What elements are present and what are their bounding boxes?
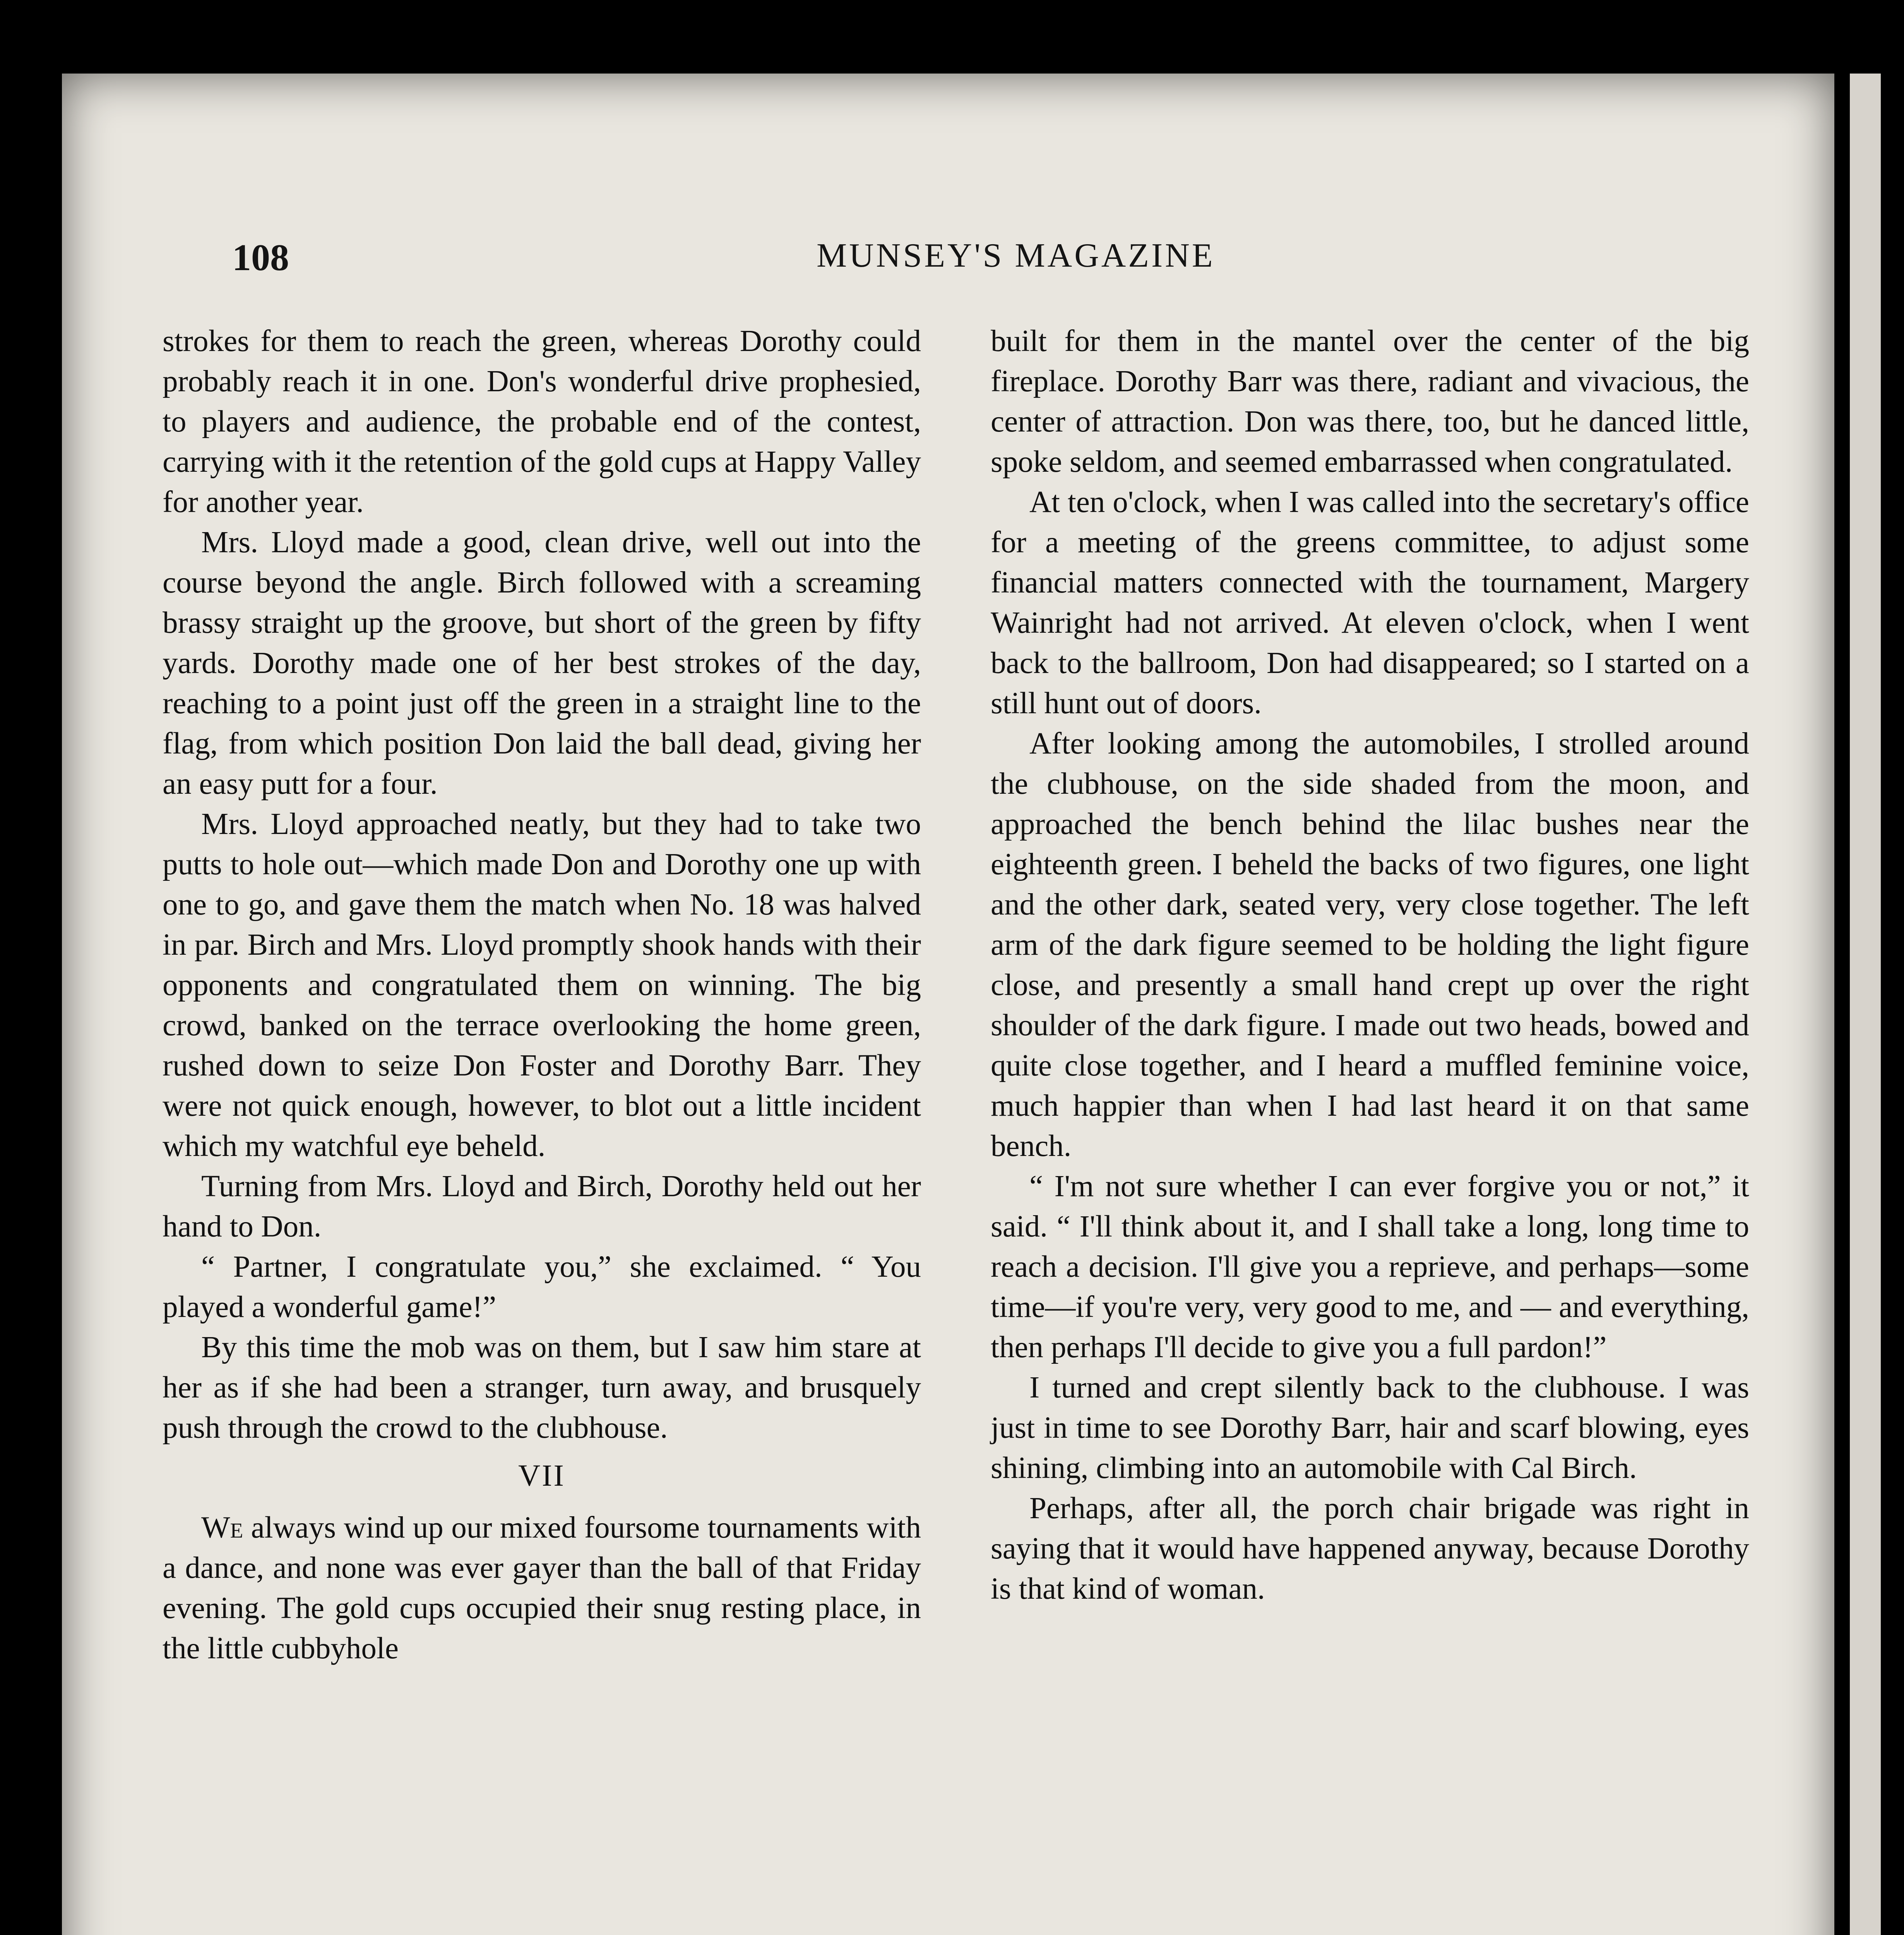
paragraph: “ Partner, I congratulate you,” she exclaimed. “ You played a wonderful game!” [163, 1250, 921, 1324]
paragraph: Perhaps, after all, the porch chair brigade was right in saying that it would have happened anyway, because Dorothy is that kind of woman. [991, 1491, 1749, 1606]
paragraph: Turning from Mrs. Lloyd and Birch, Dorothy held out her hand to Don. [163, 1170, 921, 1243]
right-column [991, 321, 1749, 1609]
paragraph: Mrs. Lloyd made a good, clean drive, well out into the course beyond the angle. Birch followed with a screaming brassy straight up the groove, but short of the green by fifty yards. Dorothy made one of her best strokes of the day, reaching to a point just off the green in a straight line to the flag, from which position Don laid the ball dead, giving her an easy putt for a four. [163, 526, 921, 801]
section-heading: VII [518, 1459, 565, 1493]
lead-word: We [201, 1511, 243, 1545]
paragraph: At ten o'clock, when I was called into the secretary's office for a meeting of the greens committee, to adjust some financial matters connected with the tournament, Margery Wainright had not arrived. At eleven o'clock, when I went back to the ballroom, Don had disappeared; so I started on a still hunt out of doors. [991, 485, 1749, 720]
left-column [163, 321, 921, 1669]
paragraph: “ I'm not sure whether I can ever forgive you or not,” it said. “ I'll think about it, and I shall take a long, long time to reach a decision. I'll give you a reprieve, and perhaps—some time—if you're very, very good to me, and — and everything, then perhaps I'll decide to give you a full pardon!” [991, 1170, 1749, 1364]
adjacent-page-edge [1850, 74, 1881, 1935]
running-title: MUNSEY'S MAGAZINE [817, 237, 1215, 274]
paragraph: strokes for them to reach the green, whereas Dorothy could probably reach it in one. Don's wonderful drive prophesied, to players and audience, the probable end of the contest, carrying with it the retention of the gold cups at Happy Valley for another year. [163, 324, 921, 519]
paragraph: Mrs. Lloyd approached neatly, but they had to take two putts to hole out—which made Don and Dorothy one up with one to go, and gave them the match when No. 18 was halved in par. Birch and Mrs. Lloyd promptly shook hands with their opponents and congratulated them on winning. The big crowd, banked on the terrace overlooking the home green, rushed down to seize Don Foster and Dorothy Barr. They were not quick enough, however, to blot out a little incident which my watchful eye beheld. [163, 807, 921, 1163]
page-number: 108 [232, 237, 289, 279]
paragraph: After looking among the automobiles, I strolled around the clubhouse, on the side shaded from the moon, and approached the bench behind the lilac bushes near the eighteenth green. I beheld the backs of two figures, one light and the other dark, seated very, very close together. The left arm of the dark figure seemed to be holding the light figure close, and presently a small hand crept up over the right shoulder of the dark figure. I made out two heads, bowed and quite close together, and I heard a muffled feminine voice, much happier than when I had last heard it on that same bench. [991, 727, 1749, 1163]
paragraph [163, 1508, 921, 1669]
paragraph: I turned and crept silently back to the clubhouse. I was just in time to see Dorothy Barr, hair and scarf blowing, eyes shining, climbing into an automobile with Cal Birch. [991, 1371, 1749, 1485]
paragraph: By this time the mob was on them, but I saw him stare at her as if she had been a stranger, turn away, and brusquely push through the crowd to the clubhouse. [163, 1331, 921, 1445]
paragraph-text: always wind up our mixed foursome tournaments with a dance, and none was ever gayer than the ball of that Friday evening. The gold cups occupied their snug resting place, in the little cubbyhole [163, 1511, 921, 1665]
paragraph: built for them in the mantel over the center of the big fireplace. Dorothy Barr was there, radiant and vivacious, the center of attraction. Don was there, too, but he danced little, spoke seldom, and seemed embarrassed when congratulated. [991, 324, 1749, 479]
